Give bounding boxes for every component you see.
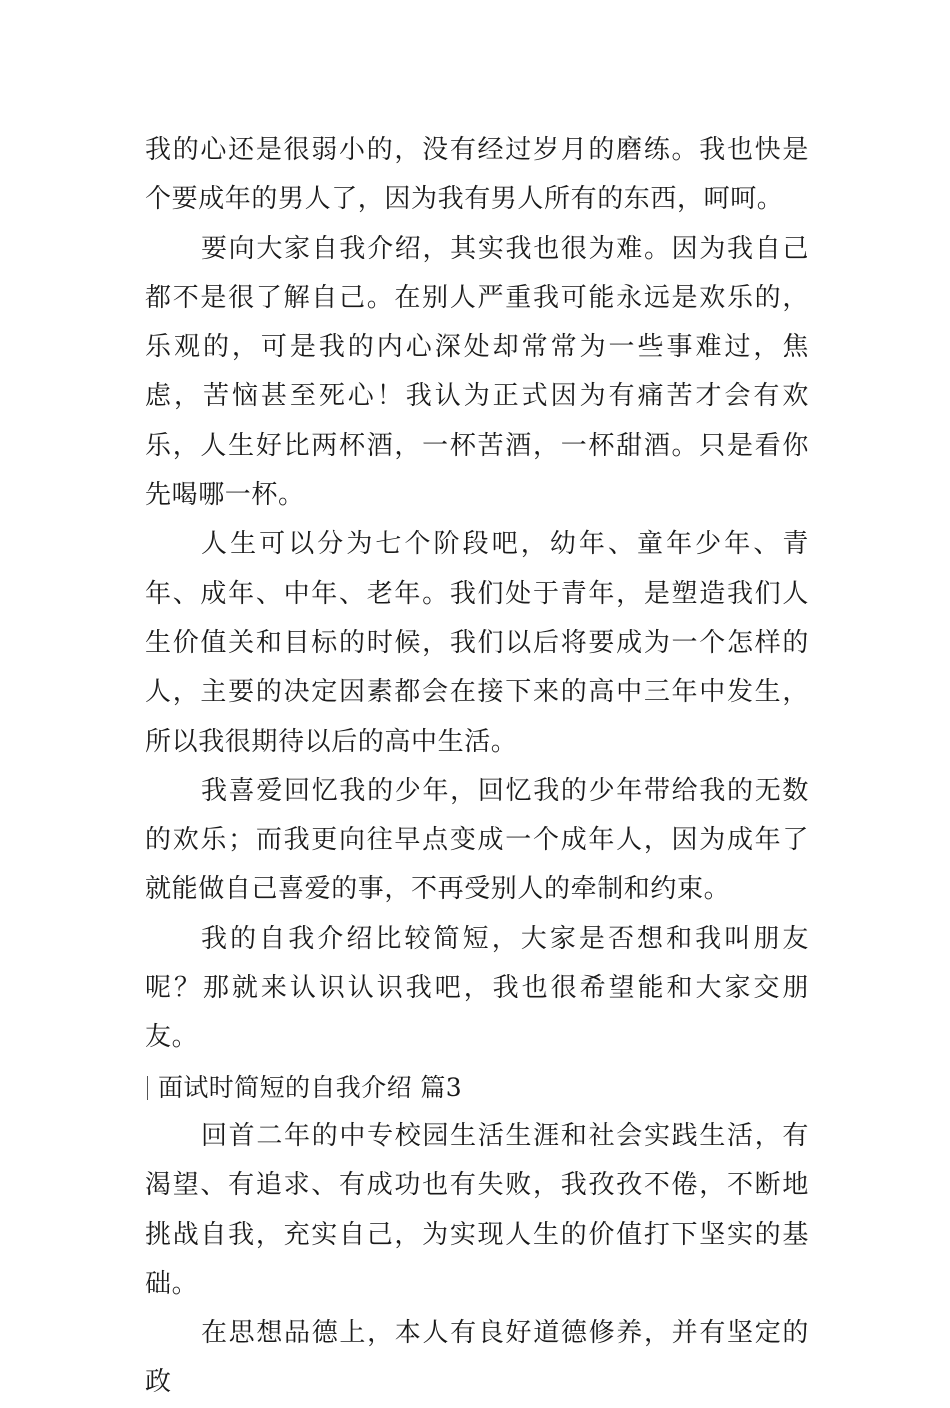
paragraph: 回首二年的中专校园生活生涯和社会实践生活，有渴望、有追求、有成功也有失败，我孜孜不倦，不断地挑战自我，充实自己，为实现人生的价值打下坚实的基础。 [145,1120,809,1299]
document-body [145,126,809,1408]
paragraph: 我喜爱回忆我的少年，回忆我的少年带给我的无数的欢乐；而我更向往早点变成一个成年人，因为成年了就能做自己喜爱的事，不再受别人的牵制和约束。 [145,775,809,905]
paragraph: 在思想品德上，本人有良好道德修养，并有坚定的政 [145,1318,809,1398]
paragraph: 我的自我介绍比较简短，大家是否想和我叫朋友呢？那就来认识认识我吧，我也很希望能和大家交朋友。 [145,923,809,1053]
section-heading-text: 面试时简短的自我介绍 篇3 [158,1072,463,1102]
paragraph: 我的心还是很弱小的，没有经过岁月的磨练。我也快是个要成年的男人了，因为我有男人所有的东西，呵呵。 [145,135,809,215]
paragraph: 人生可以分为七个阶段吧，幼年、童年少年、青年、成年、中年、老年。我们处于青年，是塑造我们人生价值关和目标的时候，我们以后将要成为一个怎样的人，主要的决定因素都会在接下来的高中三年中发生，所以我很期待以后的高中生活。 [145,529,809,757]
text-cursor [147,1076,148,1100]
section-heading [145,1063,809,1112]
paragraph: 要向大家自我介绍，其实我也很为难。因为我自己都不是很了解自己。在别人严重我可能永远是欢乐的，乐观的，可是我的内心深处却常常为一些事难过，焦虑，苦恼甚至死心！我认为正式因为有痛苦才会有欢乐，人生好比两杯酒，一杯苦酒，一杯甜酒。只是看你先喝哪一杯。 [145,233,809,511]
